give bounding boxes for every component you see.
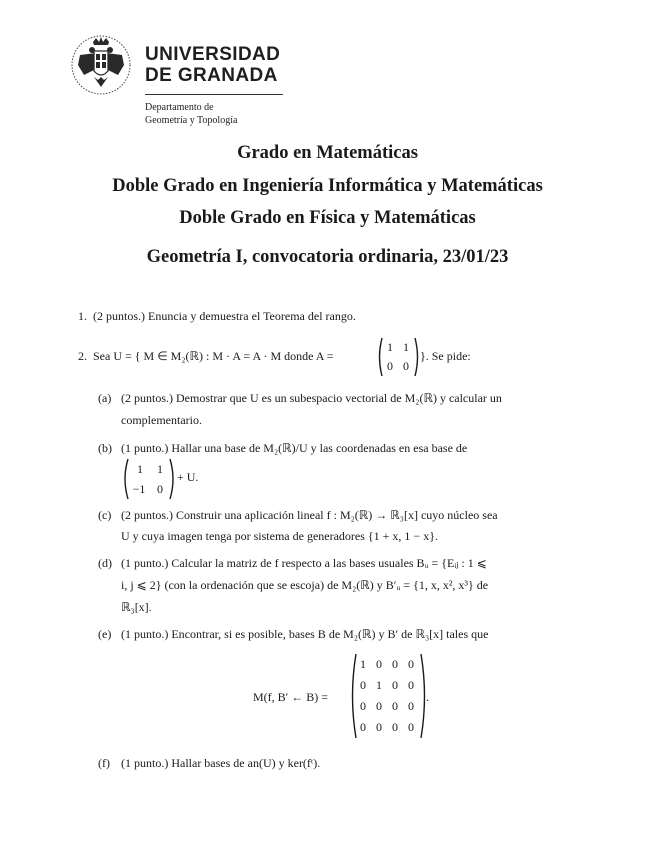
- question-2-number: 2.: [78, 349, 87, 363]
- part-e-matrix-cell: 0: [408, 699, 414, 713]
- part-e-matrix-cell: 1: [360, 657, 366, 671]
- part-e-matrix-cell: 0: [360, 678, 366, 692]
- part-e-label: (e): [98, 627, 112, 641]
- part-f-line1: (1 punto.) Hallar bases de an(U) y ker(fᵗ).: [121, 756, 321, 770]
- part-e-matrix-cell: 0: [408, 720, 414, 734]
- part-e-matrix-cell: 0: [392, 678, 398, 692]
- part-e-lhs: M(f, B′ ← B) =: [253, 690, 329, 704]
- university-crest-icon: [66, 33, 136, 97]
- matrix-a-cell: 1: [403, 340, 409, 354]
- part-e-matrix-cell: 0: [360, 720, 366, 734]
- matrix-a-cell: 0: [387, 359, 393, 373]
- part-e-matrix-cell: 0: [408, 657, 414, 671]
- matrix-a-cell: 1: [387, 340, 393, 354]
- exam-title: Geometría I, convocatoria ordinaria, 23/01/23: [146, 247, 509, 267]
- part-d-line1: (1 punto.) Calcular la matriz de f respecto a las bases usuales Bᵤ = {Eᵢⱼ : 1 ⩽: [121, 556, 487, 570]
- question-2-intro-left: Sea U = { M ∈ M₂(ℝ) : M · A = A · M donde A =: [93, 349, 334, 363]
- question-1-number: 1.: [78, 309, 87, 323]
- part-c-line2: U y cuya imagen tenga por sistema de generadores {1 + x, 1 − x}.: [121, 529, 438, 543]
- department: [145, 101, 237, 127]
- part-b-matrix-cell: −1: [132, 482, 146, 496]
- part-e-matrix-cell: 0: [376, 720, 382, 734]
- part-d-line2: i, j ⩽ 2} (con la ordenación que se escoja) de M₂(ℝ) y B′ᵤ = {1, x, x², x³} de: [121, 578, 489, 592]
- part-e-matrix-cell: 0: [392, 720, 398, 734]
- part-e-matrix-cell: 0: [376, 699, 382, 713]
- part-e-matrix-cell: 0: [408, 678, 414, 692]
- part-b-line1: (1 punto.) Hallar una base de M₂(ℝ)/U y las coordenadas en esa base de: [121, 441, 468, 455]
- header-rule: [145, 94, 283, 95]
- part-b-suffix: + U.: [177, 470, 199, 484]
- part-b-label: (b): [98, 441, 112, 455]
- part-e-matrix-cell: 0: [392, 699, 398, 713]
- title-degree: Grado en Matemáticas: [237, 143, 418, 163]
- title-double-degree-physics: Doble Grado en Física y Matemáticas: [179, 208, 476, 228]
- part-a-line2: complementario.: [121, 413, 202, 427]
- part-a-label: (a): [98, 391, 112, 405]
- part-e-matrix-cell: 0: [360, 699, 366, 713]
- matrix-a-cell: 0: [403, 359, 409, 373]
- part-e-matrix-cell: 0: [392, 657, 398, 671]
- university-name-line2: DE GRANADA: [145, 65, 278, 86]
- part-e-matrix: [356, 653, 422, 739]
- title-double-degree-informatics: Doble Grado en Ingeniería Informática y Matemáticas: [112, 176, 543, 196]
- university-name-line1: UNIVERSIDAD: [145, 44, 281, 65]
- university-name: [145, 44, 280, 86]
- part-b-matrix: [129, 458, 169, 500]
- part-e-end: .: [426, 690, 429, 704]
- part-b-matrix-cell: 1: [157, 462, 163, 476]
- part-b-matrix-cell: 0: [157, 482, 163, 496]
- matrix-a: [383, 337, 413, 377]
- department-line2: Geometría y Topología: [145, 115, 238, 126]
- part-e-matrix-cell: 0: [376, 657, 382, 671]
- question-2-intro-right: }. Se pide:: [420, 349, 471, 363]
- part-c-label: (c): [98, 508, 112, 522]
- part-e-matrix-cell: 1: [376, 678, 382, 692]
- part-e-line1: (1 punto.) Encontrar, si es posible, bases B de M₂(ℝ) y B′ de ℝ₃[x] tales que: [121, 627, 489, 641]
- part-b-matrix-right-paren: [169, 458, 176, 500]
- part-d-line3: ℝ₃[x].: [121, 600, 152, 614]
- question-1-text: (2 puntos.) Enuncia y demuestra el Teorema del rango.: [93, 309, 356, 323]
- part-a-line1: (2 puntos.) Demostrar que U es un subespacio vectorial de M₂(ℝ) y calcular un: [121, 391, 502, 405]
- part-f-label: (f): [98, 756, 110, 770]
- part-d-label: (d): [98, 556, 112, 570]
- part-b-matrix-cell: 1: [137, 462, 143, 476]
- department-line1: Departamento de: [145, 102, 214, 113]
- part-c-line1: (2 puntos.) Construir una aplicación lineal f : M₂(ℝ) → ℝ₃[x] cuyo núcleo sea: [121, 508, 498, 522]
